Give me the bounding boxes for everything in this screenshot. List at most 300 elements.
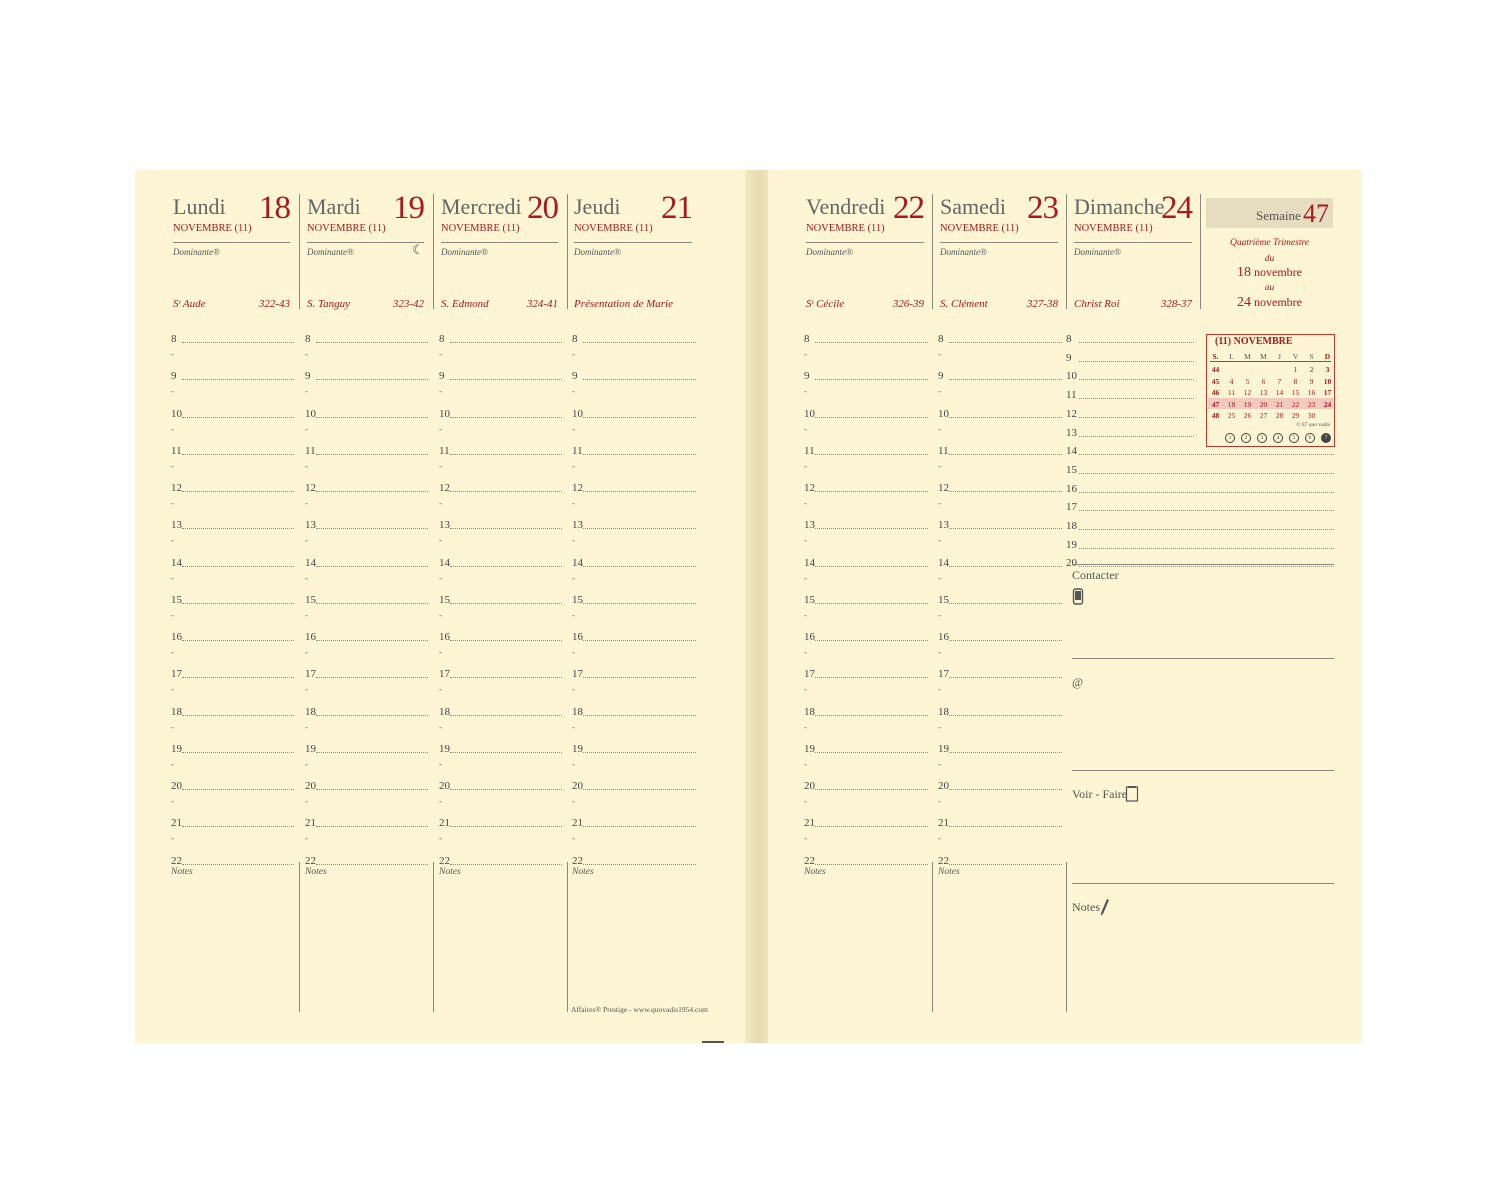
- mini-calendar-title: (11) NOVEMBRE: [1215, 336, 1293, 347]
- hour-label: 19: [1066, 538, 1077, 551]
- hour-slot[interactable]: [572, 552, 696, 570]
- calendar-day: 27: [1259, 411, 1268, 420]
- hour-line: [1079, 436, 1194, 437]
- section-divider: [1072, 883, 1334, 884]
- hour-slot[interactable]: [439, 514, 562, 532]
- hour-slot[interactable]: [804, 850, 928, 868]
- sunday-hour-slot[interactable]: [1066, 328, 1194, 346]
- hour-slot[interactable]: [804, 403, 928, 421]
- hour-slot[interactable]: [305, 552, 428, 570]
- trimester-to: au: [1264, 283, 1275, 293]
- hour-line: [949, 342, 1062, 343]
- hour-slot[interactable]: [938, 775, 1062, 793]
- pencil-icon: [1100, 898, 1110, 916]
- hour-slot[interactable]: [171, 403, 294, 421]
- notes-label: Notes: [439, 867, 461, 877]
- hour-label: 18: [305, 705, 316, 718]
- week-box: [1206, 198, 1333, 228]
- hour-slot[interactable]: [171, 514, 294, 532]
- hour-line: [450, 789, 562, 790]
- hour-slot[interactable]: [171, 850, 294, 868]
- hour-line: [450, 640, 562, 641]
- hour-label: 15: [305, 593, 316, 606]
- hour-slot[interactable]: [572, 775, 696, 793]
- hour-slot[interactable]: [572, 701, 696, 719]
- hour-slot[interactable]: [572, 626, 696, 644]
- hour-label: 17: [305, 668, 316, 681]
- half-hour-mark: -: [938, 647, 941, 657]
- hour-line: [815, 379, 928, 380]
- half-hour-mark: -: [439, 535, 442, 546]
- hour-slot[interactable]: [938, 477, 1062, 495]
- hour-line: [583, 528, 696, 529]
- half-hour-mark: -: [305, 386, 308, 397]
- half-hour-mark: -: [938, 535, 941, 546]
- hour-label: 19: [439, 742, 450, 755]
- hour-line: [1079, 379, 1194, 380]
- weekday-circle: 1: [1225, 433, 1235, 443]
- hour-slot[interactable]: [938, 812, 1062, 830]
- calendar-day: 7: [1277, 376, 1282, 386]
- half-hour-mark: -: [305, 535, 308, 546]
- half-hour-mark: -: [305, 349, 308, 359]
- hour-line: [182, 640, 294, 641]
- half-hour-mark: -: [572, 572, 575, 583]
- hour-label: 10: [938, 407, 949, 420]
- hour-label: 9: [572, 370, 578, 383]
- hour-label: 14: [938, 556, 949, 569]
- hour-label: 19: [804, 742, 815, 755]
- calendar-day: 10: [1323, 376, 1332, 386]
- hour-label: 12: [938, 482, 949, 494]
- hour-line: [949, 789, 1062, 790]
- hour-slot[interactable]: [439, 589, 562, 607]
- hour-slot[interactable]: [439, 403, 562, 421]
- calendar-day: 1: [1293, 365, 1298, 374]
- calendar-day: 6: [1261, 376, 1266, 386]
- hour-slot[interactable]: [305, 812, 428, 830]
- hour-line: [316, 454, 428, 455]
- weekday-circle: 3: [1257, 433, 1267, 443]
- hour-line: [583, 379, 696, 380]
- hour-slot[interactable]: [804, 812, 928, 830]
- hour-label: 13: [938, 519, 949, 532]
- hour-label: 9: [804, 370, 810, 383]
- hour-line: [316, 715, 428, 716]
- half-hour-mark: -: [305, 423, 308, 434]
- saint-name: Sᵗ Aude: [173, 298, 206, 310]
- hour-label: 13: [1066, 426, 1077, 439]
- weekday-header: M: [1260, 352, 1267, 361]
- notes-section-label: Notes: [1072, 900, 1100, 914]
- hour-slot[interactable]: [804, 328, 928, 346]
- half-hour-mark: -: [804, 349, 807, 359]
- weekday-header: D: [1324, 352, 1331, 361]
- calendar-day: 48: [1211, 411, 1220, 420]
- saint-name: Présentation de Marie: [574, 298, 673, 310]
- hour-slot[interactable]: [938, 365, 1062, 383]
- saint-name: Sᵗ Cécile: [806, 298, 845, 310]
- hour-label: 21: [305, 817, 316, 830]
- hour-line: [450, 454, 562, 455]
- saint-name: S. Edmond: [441, 298, 489, 310]
- half-hour-mark: -: [572, 758, 575, 769]
- calendar-day: 14: [1275, 388, 1284, 397]
- calendar-day: 28: [1275, 411, 1284, 420]
- day-column: [804, 170, 928, 1043]
- hour-line: [316, 342, 428, 343]
- hour-slot[interactable]: [938, 663, 1062, 681]
- hour-slot[interactable]: [305, 701, 428, 719]
- hour-label: 8: [439, 333, 445, 345]
- hour-slot[interactable]: [171, 701, 294, 719]
- hour-label: 17: [1066, 501, 1077, 514]
- hour-slot[interactable]: [938, 626, 1062, 644]
- weekday-header: S: [1309, 352, 1314, 361]
- month-label: NOVEMBRE (11): [574, 223, 692, 243]
- hour-label: 13: [171, 519, 182, 532]
- hour-slot[interactable]: [305, 663, 428, 681]
- hour-line: [583, 752, 696, 753]
- day-column: [572, 170, 696, 1043]
- sunday-hour-slot[interactable]: [1066, 459, 1334, 477]
- dominante-label: Dominante®: [806, 247, 853, 257]
- email-label: @: [1072, 675, 1084, 689]
- hour-line: [1079, 529, 1334, 530]
- hour-slot[interactable]: [439, 812, 562, 830]
- hour-line: [182, 715, 294, 716]
- hour-slot[interactable]: [804, 626, 928, 644]
- calendar-day: 16: [1307, 388, 1316, 397]
- notes-divider: [932, 862, 933, 1012]
- calendar-day: 2: [1309, 365, 1314, 374]
- hour-slot[interactable]: [938, 850, 1062, 868]
- calendar-day: 45: [1211, 376, 1220, 386]
- month-label: NOVEMBRE (11): [940, 223, 1058, 243]
- hour-slot[interactable]: [439, 775, 562, 793]
- sunday-hour-slot[interactable]: [1066, 347, 1194, 365]
- hour-line: [1079, 473, 1334, 474]
- half-hour-mark: -: [938, 460, 941, 471]
- hour-label: 16: [572, 631, 583, 643]
- hour-slot[interactable]: [804, 701, 928, 719]
- hour-label: 16: [938, 631, 949, 643]
- hour-slot[interactable]: [804, 663, 928, 681]
- hour-label: 22: [804, 854, 815, 867]
- hour-slot[interactable]: [572, 365, 696, 383]
- notes-label: Notes: [572, 867, 594, 877]
- hour-slot[interactable]: [171, 440, 294, 458]
- hour-slot[interactable]: [804, 589, 928, 607]
- hour-slot[interactable]: [305, 365, 428, 383]
- hour-label: 11: [305, 444, 316, 457]
- half-hour-mark: -: [439, 386, 442, 397]
- hour-label: 16: [171, 631, 182, 643]
- hour-label: 14: [1066, 445, 1077, 458]
- half-hour-mark: -: [572, 498, 575, 508]
- sunday-hour-slot[interactable]: [1066, 515, 1334, 533]
- calendar-day: 9: [1309, 376, 1314, 386]
- hour-label: 8: [305, 333, 311, 345]
- hour-slot[interactable]: [305, 738, 428, 756]
- half-hour-mark: -: [938, 758, 941, 769]
- hour-line: [182, 342, 294, 343]
- hour-line: [949, 417, 1062, 418]
- notes-label: Notes: [171, 867, 193, 877]
- day-name: Dimanche: [1074, 194, 1165, 219]
- hour-slot[interactable]: [938, 440, 1062, 458]
- hour-slot[interactable]: [804, 477, 928, 495]
- hour-slot[interactable]: [938, 701, 1062, 719]
- half-hour-mark: -: [938, 349, 941, 359]
- sunday-hour-slot[interactable]: [1066, 496, 1334, 514]
- sunday-hour-slot[interactable]: [1066, 478, 1334, 496]
- dominante-label: Dominante®: [307, 247, 354, 257]
- half-hour-mark: -: [804, 460, 807, 471]
- half-hour-mark: -: [572, 796, 575, 806]
- hour-slot[interactable]: [305, 775, 428, 793]
- hour-line: [949, 603, 1062, 604]
- sunday-hour-slot[interactable]: [1066, 534, 1334, 552]
- right-page: [768, 170, 1362, 1043]
- hour-slot[interactable]: [439, 701, 562, 719]
- hour-label: 18: [1066, 520, 1077, 532]
- hour-slot[interactable]: [305, 328, 428, 346]
- hour-slot[interactable]: [439, 552, 562, 570]
- left-page: [135, 170, 750, 1043]
- trimester-title: Quatrième Trimestre: [1229, 238, 1310, 248]
- sunday-hour-slot[interactable]: [1066, 422, 1194, 440]
- hour-slot[interactable]: [804, 514, 928, 532]
- hour-label: 11: [804, 444, 815, 457]
- half-hour-mark: -: [439, 721, 442, 732]
- calendar-day: 30: [1307, 411, 1316, 420]
- half-hour-mark: -: [171, 833, 174, 844]
- hour-slot[interactable]: [171, 589, 294, 607]
- half-hour-mark: -: [572, 721, 575, 732]
- sunday-hour-slot[interactable]: [1066, 365, 1194, 383]
- hour-slot[interactable]: [938, 589, 1062, 607]
- trimester-month: novembre: [1254, 265, 1302, 279]
- weekday-header: V: [1292, 352, 1299, 361]
- hour-slot[interactable]: [171, 775, 294, 793]
- hour-label: 12: [572, 482, 583, 494]
- hour-label: 13: [439, 519, 450, 532]
- hour-slot[interactable]: [572, 440, 696, 458]
- hour-label: 9: [305, 370, 311, 383]
- hour-slot[interactable]: [439, 365, 562, 383]
- day-column: [305, 170, 428, 1043]
- half-hour-mark: -: [305, 833, 308, 844]
- hour-label: 15: [938, 593, 949, 606]
- hour-line: [1079, 398, 1194, 399]
- half-hour-mark: -: [439, 572, 442, 583]
- hour-line: [949, 715, 1062, 716]
- notes-divider: [433, 862, 434, 1012]
- hour-line: [949, 528, 1062, 529]
- hour-slot[interactable]: [804, 552, 928, 570]
- hour-slot[interactable]: [938, 328, 1062, 346]
- hour-line: [815, 528, 928, 529]
- hour-label: 20: [938, 780, 949, 792]
- hour-label: 10: [1066, 370, 1077, 383]
- hour-slot[interactable]: [305, 589, 428, 607]
- hour-slot[interactable]: [305, 477, 428, 495]
- hour-line: [182, 491, 294, 492]
- hour-line: [182, 417, 294, 418]
- hour-line: [583, 864, 696, 865]
- hour-slot[interactable]: [572, 403, 696, 421]
- hour-slot[interactable]: [171, 812, 294, 830]
- hour-slot[interactable]: [439, 663, 562, 681]
- half-hour-mark: -: [572, 460, 575, 471]
- half-hour-mark: -: [171, 721, 174, 732]
- hour-slot[interactable]: [305, 403, 428, 421]
- hour-slot[interactable]: [439, 850, 562, 868]
- hour-slot[interactable]: [572, 812, 696, 830]
- hour-line: [815, 752, 928, 753]
- sunday-hour-slot[interactable]: [1066, 403, 1194, 421]
- hour-slot[interactable]: [572, 328, 696, 346]
- hour-label: 10: [804, 407, 815, 420]
- column-divider: [567, 194, 568, 309]
- hour-label: 12: [171, 482, 182, 494]
- hour-line: [450, 752, 562, 753]
- hour-slot[interactable]: [439, 626, 562, 644]
- hour-slot[interactable]: [305, 850, 428, 868]
- sunday-hour-slot[interactable]: [1066, 384, 1194, 402]
- hour-slot[interactable]: [171, 663, 294, 681]
- month-label: NOVEMBRE (11): [1074, 223, 1192, 243]
- hour-line: [182, 454, 294, 455]
- trimester-from: du: [1264, 254, 1275, 264]
- trimester-day: 24: [1237, 295, 1251, 310]
- hour-slot[interactable]: [171, 477, 294, 495]
- hour-label: 20: [305, 780, 316, 792]
- hour-slot[interactable]: [572, 477, 696, 495]
- hour-slot[interactable]: [439, 328, 562, 346]
- hour-line: [450, 677, 562, 678]
- hour-label: 15: [572, 593, 583, 606]
- ribbon-mark: [702, 1041, 724, 1043]
- week-number: 47: [1303, 199, 1329, 228]
- section-divider: [1072, 564, 1334, 565]
- hour-slot[interactable]: [572, 663, 696, 681]
- hour-slot[interactable]: [305, 514, 428, 532]
- half-hour-mark: -: [171, 498, 174, 508]
- hour-label: 9: [439, 370, 445, 383]
- hour-slot[interactable]: [572, 850, 696, 868]
- hour-slot[interactable]: [171, 626, 294, 644]
- half-hour-mark: -: [439, 796, 442, 806]
- hour-line: [949, 379, 1062, 380]
- hour-line: [815, 826, 928, 827]
- hour-slot[interactable]: [938, 514, 1062, 532]
- half-hour-mark: -: [938, 721, 941, 732]
- hour-slot[interactable]: [572, 589, 696, 607]
- hour-line: [316, 417, 428, 418]
- hour-slot[interactable]: [804, 440, 928, 458]
- hour-slot[interactable]: [439, 738, 562, 756]
- hour-line: [450, 566, 562, 567]
- calendar-day: 44: [1211, 365, 1220, 374]
- hour-slot[interactable]: [171, 365, 294, 383]
- half-hour-mark: -: [171, 349, 174, 359]
- hour-slot[interactable]: [572, 738, 696, 756]
- mini-calendar-rule: [1210, 361, 1331, 362]
- half-hour-mark: -: [305, 796, 308, 806]
- hour-line: [316, 677, 428, 678]
- hour-slot[interactable]: [439, 440, 562, 458]
- hour-slot[interactable]: [171, 552, 294, 570]
- hour-line: [182, 752, 294, 753]
- half-hour-mark: -: [305, 758, 308, 769]
- calendar-day: 3: [1325, 365, 1330, 374]
- half-hour-mark: -: [572, 386, 575, 397]
- hour-line: [316, 752, 428, 753]
- hour-label: 15: [804, 593, 815, 606]
- hour-line: [450, 826, 562, 827]
- section-divider: [1072, 658, 1334, 659]
- month-label: NOVEMBRE (11): [806, 223, 924, 243]
- calendar-day: 25: [1227, 411, 1236, 420]
- notes-label: Notes: [804, 867, 826, 877]
- hour-line: [815, 491, 928, 492]
- hour-slot[interactable]: [938, 738, 1062, 756]
- dominante-label: Dominante®: [574, 247, 621, 257]
- half-hour-mark: -: [938, 572, 941, 583]
- hour-line: [583, 715, 696, 716]
- hour-line: [182, 379, 294, 380]
- hour-slot[interactable]: [938, 403, 1062, 421]
- trimester-start: [1206, 265, 1333, 281]
- hour-slot[interactable]: [804, 738, 928, 756]
- hour-slot[interactable]: [572, 514, 696, 532]
- calendar-day: 21: [1275, 399, 1284, 409]
- hour-slot[interactable]: [171, 738, 294, 756]
- hour-line: [949, 677, 1062, 678]
- hour-slot[interactable]: [938, 552, 1062, 570]
- hour-line: [450, 715, 562, 716]
- half-hour-mark: -: [171, 609, 174, 620]
- calendar-credit: © 87 quo vadis: [1296, 422, 1330, 428]
- hour-slot[interactable]: [171, 328, 294, 346]
- hour-slot[interactable]: [305, 440, 428, 458]
- half-hour-mark: -: [804, 498, 807, 508]
- half-hour-mark: -: [938, 796, 941, 806]
- hour-slot[interactable]: [305, 626, 428, 644]
- hour-line: [949, 566, 1062, 567]
- hour-slot[interactable]: [439, 477, 562, 495]
- month-label: NOVEMBRE (11): [173, 223, 290, 243]
- hour-label: 22: [171, 854, 182, 867]
- hour-label: 13: [804, 519, 815, 532]
- hour-label: 11: [171, 444, 182, 457]
- hour-line: [182, 789, 294, 790]
- hour-label: 9: [938, 370, 944, 383]
- saint-name: Christ Roi: [1074, 298, 1120, 310]
- weekday-header: M: [1244, 352, 1251, 361]
- day-column: [938, 170, 1062, 1043]
- hour-label: 13: [572, 519, 583, 532]
- hour-line: [1079, 510, 1334, 511]
- hour-slot[interactable]: [804, 775, 928, 793]
- half-hour-mark: -: [572, 833, 575, 844]
- hour-label: 21: [938, 817, 949, 830]
- hour-slot[interactable]: [804, 365, 928, 383]
- hour-line: [815, 342, 928, 343]
- day-name: Mardi: [307, 194, 361, 219]
